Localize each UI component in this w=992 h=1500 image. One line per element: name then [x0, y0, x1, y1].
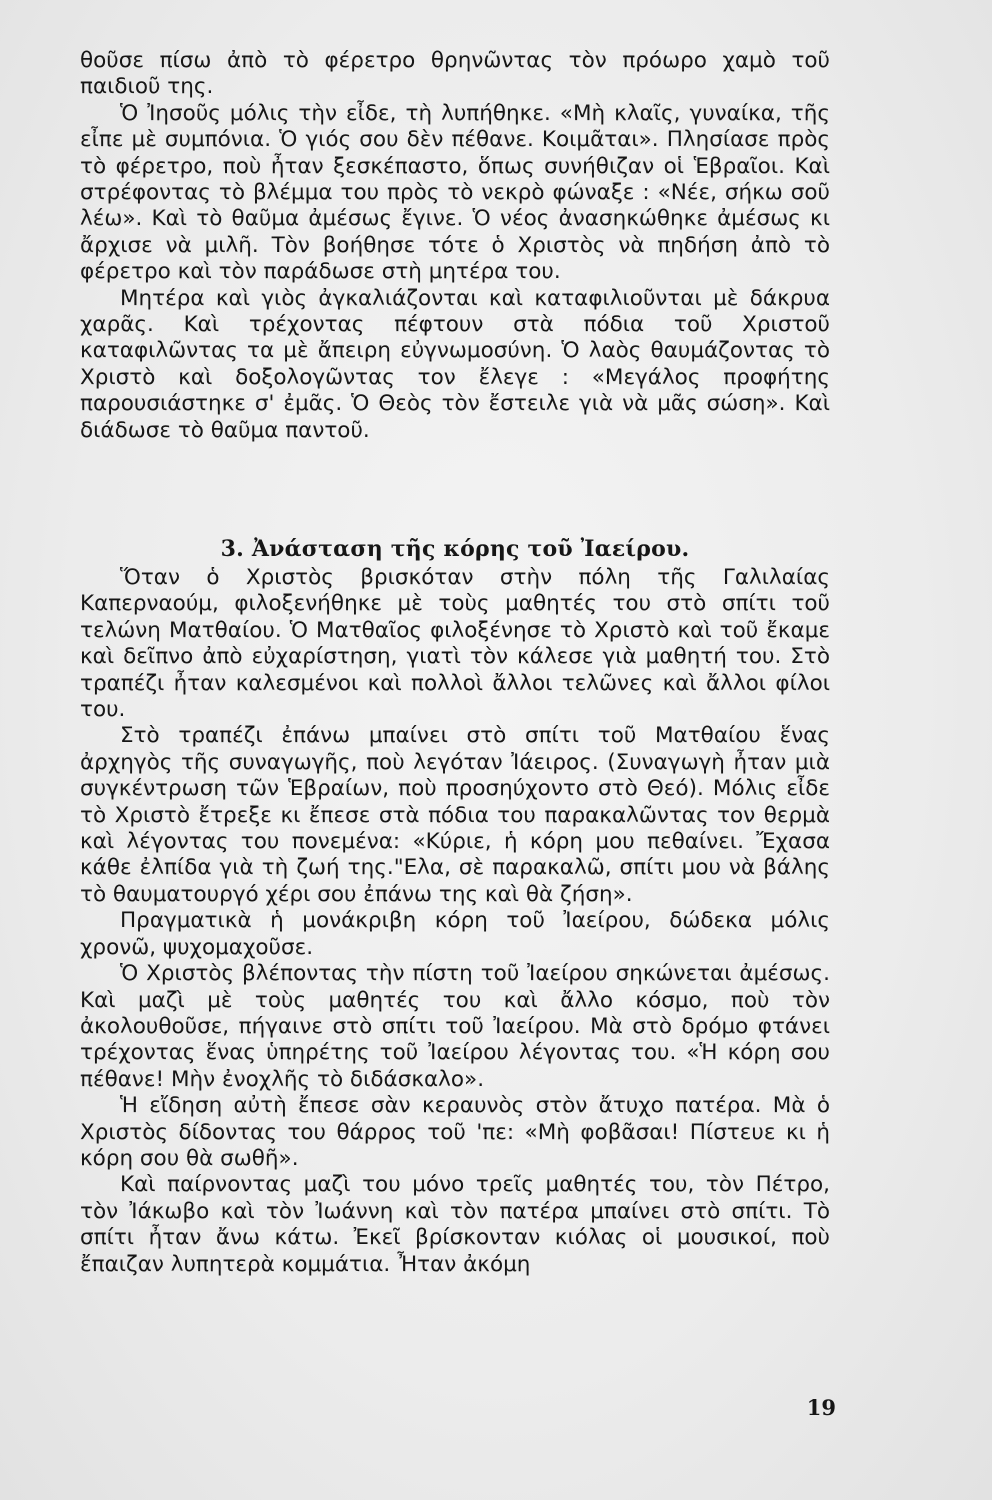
- paragraph: Πραγματικὰ ἡ μονάκριβη κόρη τοῦ Ἰαείρου, δώδεκα μόλις χρονῶ, ψυχομαχοῦσε.: [80, 908, 830, 960]
- paragraph: θοῦσε πίσω ἀπὸ τὸ φέρετρο θρηνῶντας τὸν πρόωρο χαμὸ τοῦ παιδιοῦ της.: [80, 48, 830, 100]
- text-block-section: [80, 565, 830, 1278]
- paragraph: Ἡ εἴδηση αὐτὴ ἔπεσε σὰν κεραυνὸς στὸν ἄτυχο πατέρα. Μὰ ὁ Χριστὸς δίδοντας του θάρρος τοῦ 'πε: «Μὴ φοβᾶσαι! Πίστευε κι ἡ κόρη σου θὰ σωθῆ».: [80, 1093, 830, 1171]
- paragraph: Ὁ Ἰησοῦς μόλις τὴν εἶδε, τὴ λυπήθηκε. «Μὴ κλαῖς, γυναίκα, τῆς εἶπε μὲ συμπόνια. Ὁ γιός σου δὲν πέθανε. Κοιμᾶται». Πλησίασε πρὸς τὸ φέρετρο, ποὺ ἦταν ξεσκέπαστο, ὅπως συνήθιζαν οἱ Ἑβραῖοι. Καὶ στρέφοντας τὸ βλέμμα του πρὸς τὸ νεκρὸ φώναξε : «Νέε, σήκω σοῦ λέω». Καὶ τὸ θαῦμα ἀμέσως ἔγινε. Ὁ νέος ἀνασηκώθηκε ἀμέσως κι ἄρχισε νὰ μιλῆ. Τὸν βοήθησε τότε ὁ Χριστὸς νὰ πηδήση ἀπὸ τὸ φέρετρο καὶ τὸν παράδωσε στὴ μητέρα του.: [80, 100, 830, 285]
- section-heading: 3. Ἀνάσταση τῆς κόρης τοῦ Ἰαείρου.: [220, 536, 690, 562]
- paragraph: Μητέρα καὶ γιὸς ἀγκαλιάζονται καὶ καταφιλιοῦνται μὲ δάκρυα χαρᾶς. Καὶ τρέχοντας πέφτουν στὰ πόδια τοῦ Χριστοῦ καταφιλῶντας τα μὲ ἄπειρη εὐγνωμοσύνη. Ὁ λαὸς θαυμάζοντας τὸ Χριστὸ καὶ δοξολογῶντας τον ἔλεγε : «Μεγάλος προφήτης παρουσιάστηκε σ' ἐμᾶς. Ὁ Θεὸς τὸν ἔστειλε γιὰ νὰ μᾶς σώση». Καὶ διάδωσε τὸ θαῦμα παντοῦ.: [80, 285, 830, 443]
- page-number: 19: [806, 1395, 836, 1420]
- paragraph: Καὶ παίρνοντας μαζὶ του μόνο τρεῖς μαθητές του, τὸν Πέτρο, τὸν Ἰάκωβο καὶ τὸν Ἰωάννη καὶ τὸν πατέρα μπαίνει στὸ σπίτι. Τὸ σπίτι ἦταν ἄνω κάτω. Ἐκεῖ βρίσκονταν κιόλας οἱ μουσικοί, ποὺ ἔπαιζαν λυπητερὰ κομμάτια. Ἦταν ἀκόμη: [80, 1172, 830, 1277]
- paragraph: Ὅταν ὁ Χριστὸς βρισκόταν στὴν πόλη τῆς Γαλιλαίας Καπερναούμ, φιλοξενήθηκε μὲ τοὺς μαθητές του στὸ σπίτι τοῦ τελώνη Ματθαίου. Ὁ Ματθαῖος φιλοξένησε τὸ Χριστὸ καὶ τοῦ ἔκαμε καὶ δεῖπνο ἀπὸ εὐχαρίστηση, γιατὶ τὸν κάλεσε γιὰ μαθητή του. Στὸ τραπέζι ἦταν καλεσμένοι καὶ πολλοὶ ἄλλοι τελῶνες καὶ ἄλλοι φίλοι του.: [80, 565, 830, 723]
- paragraph: Στὸ τραπέζι ἐπάνω μπαίνει στὸ σπίτι τοῦ Ματθαίου ἕνας ἀρχηγὸς τῆς συναγωγῆς, ποὺ λεγόταν Ἰάειρος. (Συναγωγὴ ἦταν μιὰ συγκέντρωση τῶν Ἑβραίων, ποὺ προσηύχοντο στὸ Θεό). Μόλις εἶδε τὸ Χριστὸ ἔτρεξε κι ἔπεσε στὰ πόδια του παρακαλῶντας τον θερμὰ καὶ λέγοντας του πονεμένα: «Κύριε, ἡ κόρη μου πεθαίνει. Ἔχασα κάθε ἐλπίδα γιὰ τὴ ζωή της."Ελα, σὲ παρακαλῶ, σπίτι μου νὰ βάλης τὸ θαυματουργό χέρι σου ἐπάνω της καὶ θὰ ζήση».: [80, 723, 830, 907]
- text-block-continued: [80, 48, 830, 444]
- paragraph: Ὁ Χριστὸς βλέποντας τὴν πίστη τοῦ Ἰαείρου σηκώνεται ἀμέσως. Καὶ μαζὶ μὲ τοὺς μαθητές του καὶ ἄλλο κόσμο, ποὺ τὸν ἀκολουθοῦσε, πήγαινε στὸ σπίτι τοῦ Ἰαείρου. Μὰ στὸ δρόμο φτάνει τρέχοντας ἕνας ὑπηρέτης τοῦ Ἰαείρου λέγοντας του. «Ἡ κόρη σου πέθανε! Μὴν ἐνοχλῆς τὸ διδάσκαλο».: [80, 961, 830, 1092]
